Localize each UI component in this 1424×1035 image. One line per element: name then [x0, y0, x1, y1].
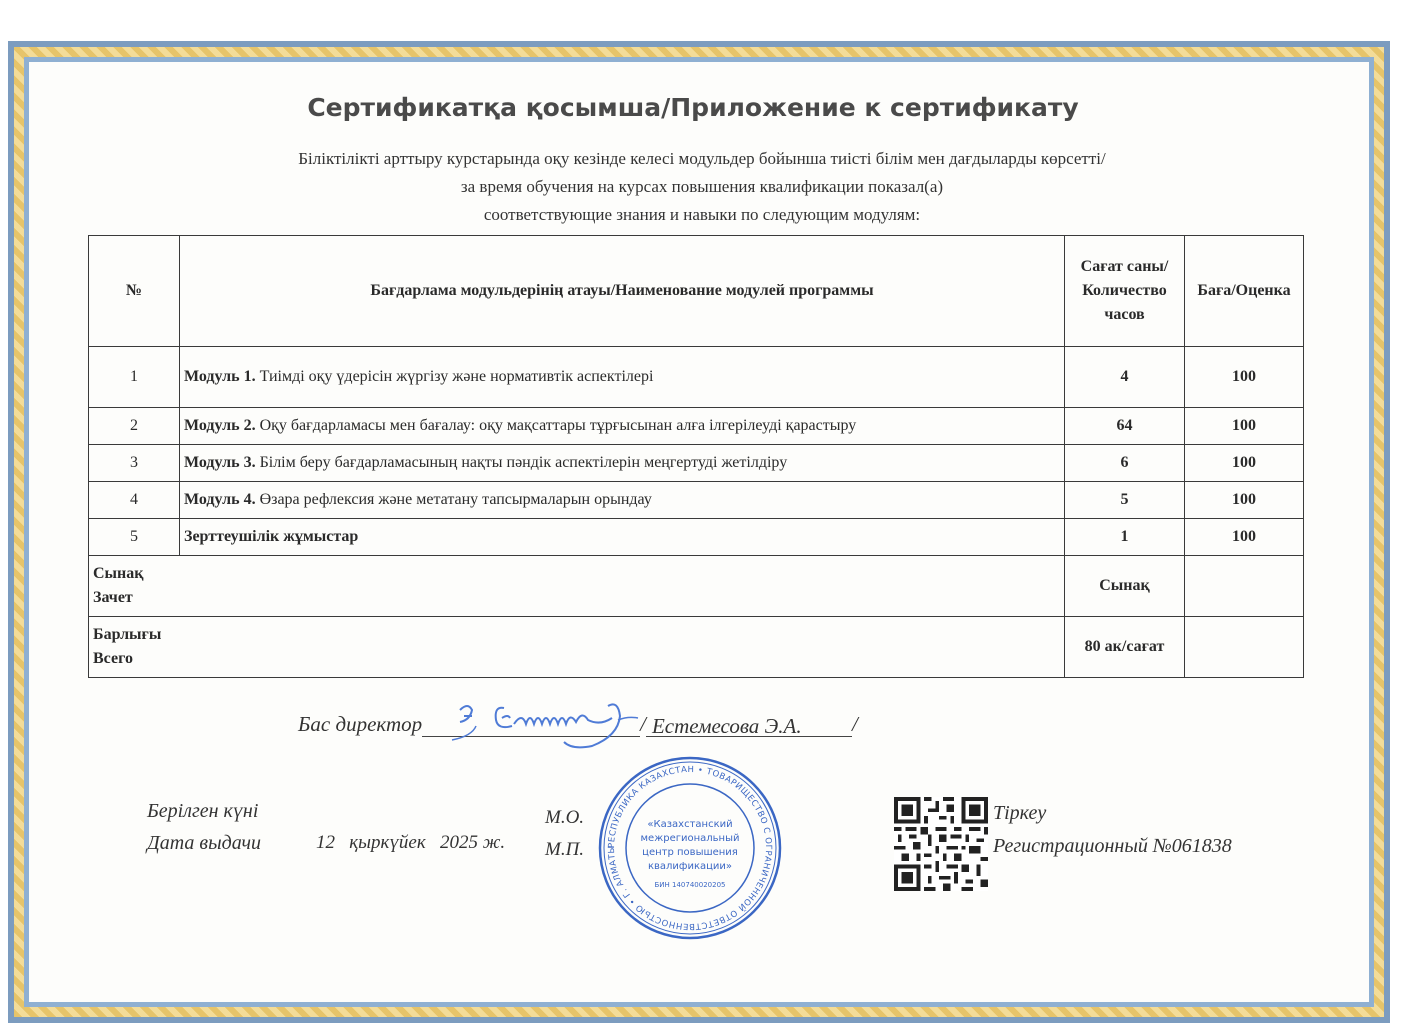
header-number: № — [89, 236, 180, 347]
issue-month: қыркүйек — [349, 832, 426, 853]
credit-label-kz: Сынақ — [93, 565, 144, 582]
stamp-line-1: «Казахстанский — [647, 819, 733, 830]
credit-row — [89, 556, 1304, 617]
module-text: Өзара рефлексия және метатану тапсырмаларын орындау — [255, 491, 652, 508]
row-module — [180, 347, 1065, 408]
intro-line-2: за время обучения на курсах повышения квалификации показал(а) — [460, 177, 944, 196]
row-number: 4 — [89, 482, 180, 519]
credit-label-ru: Зачет — [93, 589, 133, 606]
stamp-ring-text: РЕСПУБЛИКА КАЗАХСТАН • ТОВАРИЩЕСТВО С ОГРАНИЧЕННОЙ ОТВЕТСТВЕННОСТЬЮ • Г. АЛМАТЫ — [606, 764, 774, 932]
row-hours: 1 — [1065, 519, 1185, 556]
header-hours-line2: Количество — [1082, 282, 1167, 299]
intro-line-1: Біліктілікті арттыру курстарында оқу кезінде келесі модульдер бойынша тиісті білім мен дағдыларды көрсетті/ — [298, 149, 1106, 168]
row-grade: 100 — [1185, 347, 1304, 408]
table-header-row — [89, 236, 1304, 347]
row-module — [180, 482, 1065, 519]
row-module — [180, 445, 1065, 482]
module-label: Модуль 4. — [184, 491, 256, 508]
credit-value: Сынақ — [1065, 556, 1185, 617]
header-hours-line1: Сағат саны/ — [1080, 258, 1169, 275]
registration-info — [993, 797, 1232, 863]
module-text: Оқу бағдарламасы мен бағалау: оқу мақсаттары тұрғысынан алға ілгерілеуді қарастыру — [255, 417, 857, 434]
issue-label-kz: Берілген күні — [147, 800, 259, 822]
module-label: Модуль 1. — [184, 368, 256, 385]
module-label: Зерттеушілік жұмыстар — [184, 528, 359, 545]
row-grade: 100 — [1185, 519, 1304, 556]
credit-label — [89, 556, 1065, 617]
issue-day: 12 — [316, 832, 335, 853]
row-number: 1 — [89, 347, 180, 408]
total-label-ru: Всего — [93, 650, 133, 667]
table-row — [89, 408, 1304, 445]
issue-date — [316, 832, 505, 854]
header-hours-line3: часов — [1104, 306, 1145, 323]
header-hours — [1065, 236, 1185, 347]
director-name: Естемесова Э.А. — [646, 714, 852, 737]
row-grade: 100 — [1185, 408, 1304, 445]
row-grade: 100 — [1185, 482, 1304, 519]
table-row — [89, 347, 1304, 408]
seal-label-ru: М.П. — [545, 839, 585, 860]
table-row — [89, 445, 1304, 482]
row-number: 2 — [89, 408, 180, 445]
director-signature-line: Бас директор / Естемесова Э.А. / — [298, 712, 858, 738]
row-module — [180, 519, 1065, 556]
header-grade: Баға/Оценка — [1185, 236, 1304, 347]
official-stamp — [597, 755, 783, 941]
row-hours: 5 — [1065, 482, 1185, 519]
module-text: Тиімді оқу үдерісін жүргізу және нормативтік аспектілері — [255, 368, 654, 385]
header-module-name: Бағдарлама модульдерінің атауы/Наименование модулей программы — [180, 236, 1065, 347]
issue-label-ru: Дата выдачи — [147, 832, 262, 854]
stamp-line-2: межрегиональный — [640, 833, 740, 844]
table-row — [89, 519, 1304, 556]
module-text: Білім беру бағдарламасының нақты пәндік аспектілерін меңгертуді жетілдіру — [255, 454, 788, 471]
total-label-kz: Барлығы — [93, 626, 162, 643]
registration-label-kz: Тіркеу — [993, 802, 1047, 824]
total-label — [89, 617, 1065, 678]
issue-year: 2025 ж. — [439, 832, 506, 853]
table-row — [89, 482, 1304, 519]
module-label: Модуль 3. — [184, 454, 256, 471]
total-value: 80 ак/сағат — [1065, 617, 1185, 678]
document-title: Сертификатқа қосымша/Приложение к сертификату — [307, 93, 1079, 122]
row-hours: 64 — [1065, 408, 1185, 445]
director-role: Бас директор — [298, 712, 423, 736]
registration-label-ru: Регистрационный №061838 — [993, 835, 1232, 857]
total-grade-empty — [1185, 617, 1304, 678]
row-module — [180, 408, 1065, 445]
intro-text — [0, 145, 1404, 229]
credit-grade-empty — [1185, 556, 1304, 617]
intro-line-3: соответствующие знания и навыки по следующим модулям: — [483, 205, 921, 224]
module-label: Модуль 2. — [184, 417, 256, 434]
total-row — [89, 617, 1304, 678]
stamp-bin: БИН 140740020205 — [654, 881, 726, 889]
row-hours: 4 — [1065, 347, 1185, 408]
seal-label-kz: М.О. — [545, 807, 585, 828]
row-number: 5 — [89, 519, 180, 556]
qr-code-icon — [894, 797, 988, 891]
modules-table — [88, 235, 1304, 678]
handwritten-signature — [442, 696, 652, 756]
seal-place-label — [545, 802, 584, 866]
row-grade: 100 — [1185, 445, 1304, 482]
issue-date-label — [147, 795, 261, 859]
row-hours: 6 — [1065, 445, 1185, 482]
row-number: 3 — [89, 445, 180, 482]
stamp-line-3: центр повышения — [642, 847, 738, 858]
stamp-line-4: квалификации» — [647, 861, 733, 872]
